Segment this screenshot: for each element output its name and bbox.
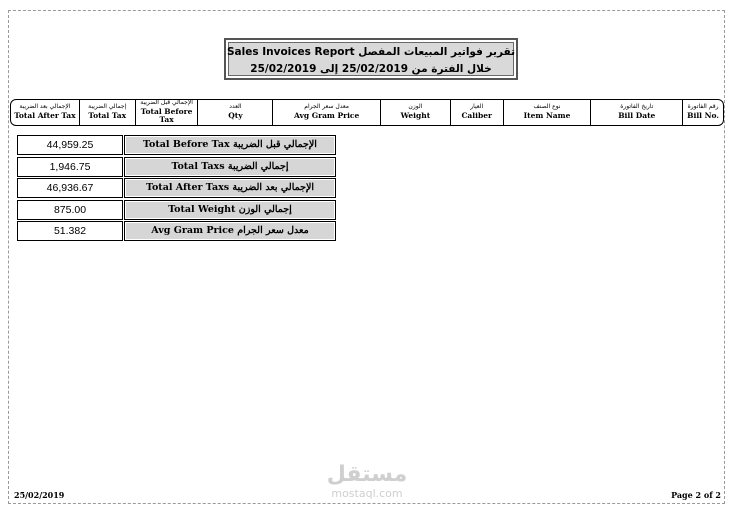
summary-value: 51.382 <box>17 221 123 241</box>
watermark-logo: مستقل mostaql.com <box>326 462 408 500</box>
summary-label: معدل سعر الجرام Avg Gram Price <box>124 221 336 241</box>
summary-value: 875.00 <box>17 200 123 220</box>
column-header-weight: الوزن Weight <box>380 100 450 125</box>
summary-label: إجمالي الوزن Total Weight <box>124 200 336 220</box>
footer-print-date: 25/02/2019 <box>14 490 65 500</box>
column-header-total-after-tax: الإجمالي بعد الضريبة Total After Tax <box>14 103 76 121</box>
column-header-item-name: نوع الصنف Item Name <box>503 100 591 125</box>
column-header-total-tax: إجمالي الضريبة Total Tax <box>79 100 135 125</box>
summary-value: 1,946.75 <box>17 157 123 177</box>
summary-row-total-weight <box>17 200 337 220</box>
summary-value: 46,936.67 <box>17 178 123 198</box>
table-header-row <box>10 99 724 126</box>
summary-row-total-taxs <box>17 157 337 177</box>
footer-page-number: Page 2 of 2 <box>671 490 721 500</box>
report-period: خلال الفترة من 25/02/2019 إلى 25/02/2019 <box>250 63 492 75</box>
summary-label: الإجمالي قبل الضريبة Total Before Tax <box>124 135 336 155</box>
summary-row-avg-gram-price <box>17 221 337 241</box>
column-header-caliber: العيار Caliber <box>450 100 503 125</box>
column-header-qty: العدد Qty <box>197 100 272 125</box>
column-header-total-before-tax: الإجمالي قبل الضريبة Total Before Tax <box>135 100 198 125</box>
report-title: تقرير فواتير المبيعات المفصل Sales Invoices Report <box>226 46 516 58</box>
column-header-bill-no: رقم الفاتورة Bill No. <box>682 100 723 125</box>
column-header-bill-date: تاريخ الفاتورة Bill Date <box>590 100 682 125</box>
summary-label: إجمالي الضريبة Total Taxs <box>124 157 336 177</box>
report-title-box <box>224 38 518 80</box>
summary-row-total-before-tax <box>17 135 337 155</box>
summary-value: 44,959.25 <box>17 135 123 155</box>
summary-row-total-after-taxs <box>17 178 337 198</box>
page-border <box>8 10 725 504</box>
column-header-avg-gram-price: معدل سعر الجرام Avg Gram Price <box>272 100 380 125</box>
summary-label: الإجمالي بعد الضريبة Total After Taxs <box>124 178 336 198</box>
